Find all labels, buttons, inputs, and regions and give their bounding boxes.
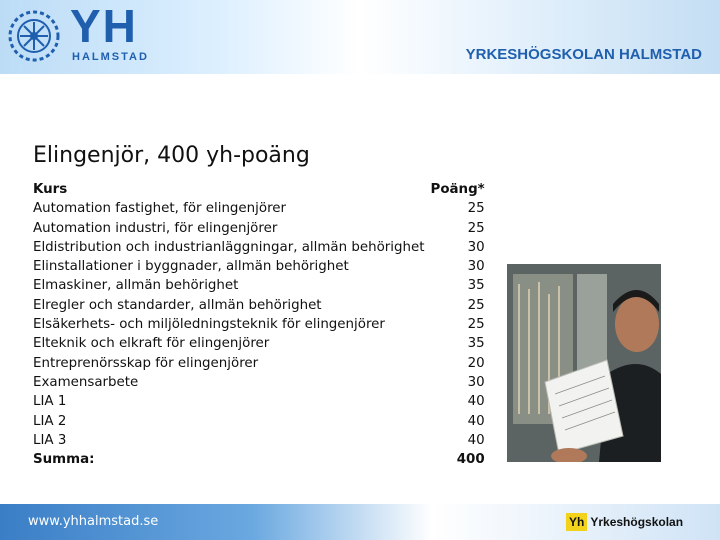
- course-name: Automation fastighet, för elingenjörer: [33, 201, 287, 217]
- table-row: [33, 431, 485, 450]
- student-photo: [507, 264, 661, 462]
- course-points: 35: [467, 278, 485, 294]
- course-name: Examensarbete: [33, 374, 139, 390]
- course-points: 25: [467, 317, 485, 333]
- footer-url: www.yhhalmstad.se: [28, 514, 159, 529]
- course-name: Elsäkerhets- och miljöledningsteknik för elingenjörer: [33, 317, 385, 333]
- course-points: 35: [467, 336, 485, 352]
- student-photo-illustration: [507, 264, 661, 462]
- course-name: LIA 3: [33, 432, 67, 448]
- school-emblem-icon: [6, 6, 62, 66]
- table-row: [33, 392, 485, 411]
- table-row: [33, 219, 485, 238]
- table-row: [33, 276, 485, 295]
- sum-label: Summa:: [33, 452, 95, 468]
- course-points: 40: [467, 413, 485, 429]
- course-name: Elinstallationer i byggnader, allmän behörighet: [33, 259, 349, 275]
- footer-logo: [566, 513, 683, 531]
- table-row: [33, 354, 485, 373]
- footer-logo-mark: Yh: [566, 513, 587, 531]
- table-row: [33, 334, 485, 353]
- table-row: [33, 315, 485, 334]
- table-header-row: [33, 180, 485, 199]
- course-name: Elteknik och elkraft för elingenjörer: [33, 336, 270, 352]
- logo-wordmark: YH: [70, 0, 138, 52]
- course-name: Eldistribution och industrianläggningar, allmän behörighet: [33, 239, 425, 255]
- table-row: [33, 296, 485, 315]
- column-header-points: Poäng*: [430, 182, 485, 197]
- course-points: 40: [467, 432, 485, 448]
- sum-row: [33, 450, 485, 469]
- table-row: [33, 199, 485, 218]
- course-name: Elmaskiner, allmän behörighet: [33, 278, 239, 294]
- course-points: 30: [467, 259, 485, 275]
- course-points: 20: [467, 355, 485, 371]
- course-points: 25: [467, 297, 485, 313]
- course-points: 30: [467, 374, 485, 390]
- course-name: LIA 1: [33, 394, 67, 410]
- footer-banner: [0, 504, 720, 540]
- sum-value: 400: [456, 452, 485, 468]
- table-row: [33, 257, 485, 276]
- course-table: [33, 180, 485, 469]
- page-title: Elingenjör, 400 yh-poäng: [33, 143, 310, 168]
- course-name: Automation industri, för elingenjörer: [33, 220, 278, 236]
- course-name: Entreprenörsskap för elingenjörer: [33, 355, 259, 371]
- school-name: YRKESHÖGSKOLAN HALMSTAD: [465, 46, 702, 63]
- table-row: [33, 412, 485, 431]
- course-name: Elregler och standarder, allmän behörighet: [33, 297, 322, 313]
- course-name: LIA 2: [33, 413, 67, 429]
- column-header-course: Kurs: [33, 182, 68, 197]
- course-points: 30: [467, 239, 485, 255]
- course-points: 40: [467, 394, 485, 410]
- course-points: 25: [467, 201, 485, 217]
- table-row: [33, 373, 485, 392]
- footer-logo-text: Yrkeshögskolan: [590, 515, 684, 529]
- table-row: [33, 238, 485, 257]
- course-points: 25: [467, 220, 485, 236]
- logo-subtitle: HALMSTAD: [72, 51, 149, 63]
- header-banner: [0, 0, 720, 74]
